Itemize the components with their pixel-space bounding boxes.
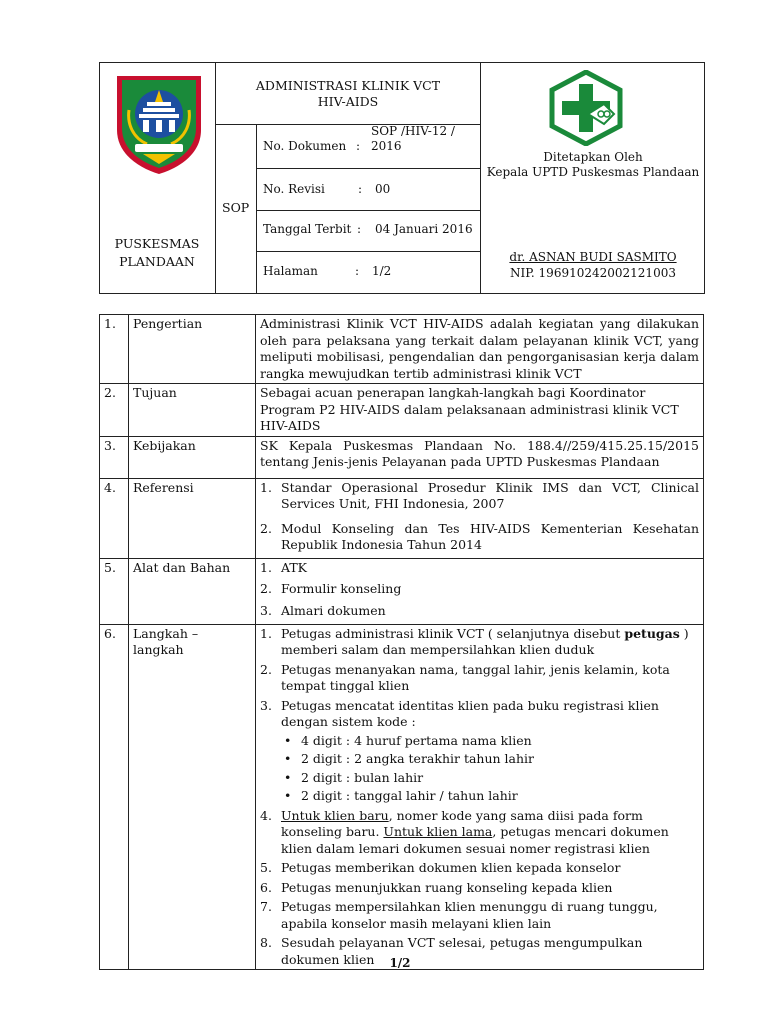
org-name <box>100 235 214 271</box>
list-text: ATK <box>281 559 308 575</box>
list-text: Formulir konseling <box>281 581 402 596</box>
step-item <box>260 899 699 932</box>
list-number: 2. <box>260 520 272 536</box>
list-text: Standar Operasional Prosedur Klinik IMS dan VCT, Clinical Services Unit, FHI Indonesia, 2007 <box>281 479 699 511</box>
row-label: Kebijakan <box>129 436 256 478</box>
reference-list <box>260 480 699 554</box>
regional-emblem-logo <box>113 72 205 176</box>
page-colon: : <box>355 264 360 278</box>
step-number: 4. <box>260 807 272 823</box>
revision-label: No. Revisi <box>263 182 325 196</box>
approved-by-line2: Kepala UPTD Puskesmas Plandaan <box>486 165 700 179</box>
row-content: Administrasi Klinik VCT HIV-AIDS adalah kegiatan yang dilakukan oleh para pelaksana yang terkait dalam pelayanan klinik VCT, yang meliputi mobilisasi, pengendalian dan pengorganisasian kerja dalam rangka mewujudkan tertib administrasi klinik VCT <box>256 315 704 384</box>
doc-no-colon: : <box>356 139 361 153</box>
step-item <box>260 662 699 695</box>
list-item <box>260 603 699 620</box>
step-item <box>260 860 699 877</box>
list-number: 2. <box>260 581 272 596</box>
table-row <box>100 558 704 624</box>
tools-list <box>260 560 699 620</box>
header-line-3 <box>256 210 480 211</box>
revision-colon: : <box>358 182 363 196</box>
step-number: 2. <box>260 661 272 677</box>
header-line-4 <box>256 251 480 252</box>
bullet-item: • 4 digit : 4 huruf pertama nama klien <box>281 733 699 750</box>
step-text: Petugas mempersilahkan klien menunggu di ruang tunggu, apabila konselor masih melayani klien lain <box>281 899 658 931</box>
step-item <box>260 880 699 897</box>
row-content <box>256 624 704 970</box>
signer-block <box>481 249 705 281</box>
row-label: Alat dan Bahan <box>129 558 256 624</box>
row-number: 2. <box>100 384 129 437</box>
step-text: , nomer kode yang sama diisi pada form konseling baru. <box>281 807 643 839</box>
row-label: Referensi <box>129 478 256 558</box>
approved-by <box>481 150 705 180</box>
sop-label: SOP <box>222 200 250 215</box>
list-number: 1. <box>260 479 272 495</box>
issue-date-value: 04 Januari 2016 <box>375 222 473 236</box>
steps-list <box>260 626 699 969</box>
list-item <box>260 581 699 598</box>
org-name-line2: PLANDAAN <box>119 254 195 269</box>
row-content: Sebagai acuan penerapan langkah-langkah bagi Koordinator Program P2 HIV-AIDS dalam pelaksanaan administrasi klinik VCT HIV-AIDS <box>256 384 704 437</box>
revision-value: 00 <box>375 182 391 196</box>
step-number: 8. <box>260 935 272 950</box>
list-item <box>260 480 699 513</box>
signer-name: dr. ASNAN BUDI SASMITO <box>509 250 677 264</box>
org-name-line1: PUSKESMAS <box>114 236 200 251</box>
document-title <box>216 78 480 110</box>
bullet-item: • 2 digit : 2 angka terakhir tahun lahir <box>281 751 699 768</box>
list-item <box>260 560 699 577</box>
step-item <box>260 626 699 659</box>
row-label: Langkah – langkah <box>129 624 256 970</box>
bullet-item: • 2 digit : bulan lahir <box>281 770 699 787</box>
page-footer: 1/2 <box>389 956 411 970</box>
step-number: 3. <box>260 697 272 713</box>
step-text: Sesudah pelayanan VCT selesai, petugas mengumpulkan dokumen klien <box>281 935 643 967</box>
step-text-bold: petugas <box>624 625 680 641</box>
table-row <box>100 478 704 558</box>
step-number: 6. <box>260 879 272 895</box>
table-row <box>100 624 704 970</box>
page-value: 1/2 <box>372 264 392 278</box>
step-text-underlined: Untuk klien baru <box>281 807 389 823</box>
doc-no-value: SOP /HIV-12 / 2016 <box>371 124 455 153</box>
row-number: 3. <box>100 436 129 478</box>
row-number: 5. <box>100 558 129 624</box>
row-number: 1. <box>100 315 129 384</box>
row-content <box>256 558 704 624</box>
doc-no-label: No. Dokumen <box>263 139 347 153</box>
row-label: Pengertian <box>129 315 256 384</box>
step-text: Petugas administrasi klinik VCT ( selanjutnya disebut <box>281 625 625 641</box>
row-label: Tujuan <box>129 384 256 437</box>
header-divider-sop <box>256 124 257 293</box>
step-text: Petugas menunjukkan ruang konseling kepada klien <box>281 879 613 895</box>
sop-table <box>99 314 704 970</box>
step-item <box>260 698 699 805</box>
table-row <box>100 315 704 384</box>
header-line-2 <box>256 168 480 169</box>
table-row <box>100 384 704 437</box>
puskesmas-logo <box>548 70 624 146</box>
row-content <box>256 478 704 558</box>
document-title-line1: ADMINISTRASI KLINIK VCT <box>255 78 441 93</box>
step-item <box>260 808 699 858</box>
row-content: SK Kepala Puskesmas Plandaan No. 188.4//259/415.25.15/2015 tentang Jenis-jenis Pelayanan pada UPTD Puskesmas Plandaan <box>256 436 704 478</box>
document-title-line2: HIV-AIDS <box>317 94 379 109</box>
list-number: 1. <box>260 559 272 575</box>
step-text: ) memberi salam dan mempersilahkan klien duduk <box>281 625 689 657</box>
list-number: 3. <box>260 602 272 618</box>
step-text: , petugas mencari dokumen klien dalam lemari dokumen sesuai nomer registrasi klien <box>281 824 669 856</box>
list-text: Modul Konseling dan Tes HIV-AIDS Kementerian Kesehatan Republik Indonesia Tahun 2014 <box>281 520 699 552</box>
row-number: 4. <box>100 478 129 558</box>
issue-date-label: Tanggal Terbit <box>263 222 352 236</box>
step-number: 5. <box>260 860 272 875</box>
issue-date-colon: : <box>357 222 362 236</box>
bullet-item: • 2 digit : tanggal lahir / tahun lahir <box>281 788 699 805</box>
table-row <box>100 436 704 478</box>
step-text: Petugas memberikan dokumen klien kepada konselor <box>281 860 621 875</box>
approved-by-line1: Ditetapkan Oleh <box>543 150 643 164</box>
step-number: 1. <box>260 625 272 641</box>
list-text: Almari dokumen <box>281 602 386 618</box>
step-text: Petugas mencatat identitas klien pada buku registrasi klien dengan sistem kode : <box>281 697 659 729</box>
page-label: Halaman <box>263 264 318 278</box>
step-text-underlined: Untuk klien lama <box>383 824 493 839</box>
signer-nip: NIP. 196910242002121003 <box>510 266 676 280</box>
step-text: Petugas menanyakan nama, tanggal lahir, jenis kelamin, kota tempat tinggal klien <box>281 661 670 693</box>
step-number: 7. <box>260 899 272 914</box>
code-bullets <box>281 733 699 805</box>
list-item <box>260 521 699 554</box>
row-number: 6. <box>100 624 129 970</box>
